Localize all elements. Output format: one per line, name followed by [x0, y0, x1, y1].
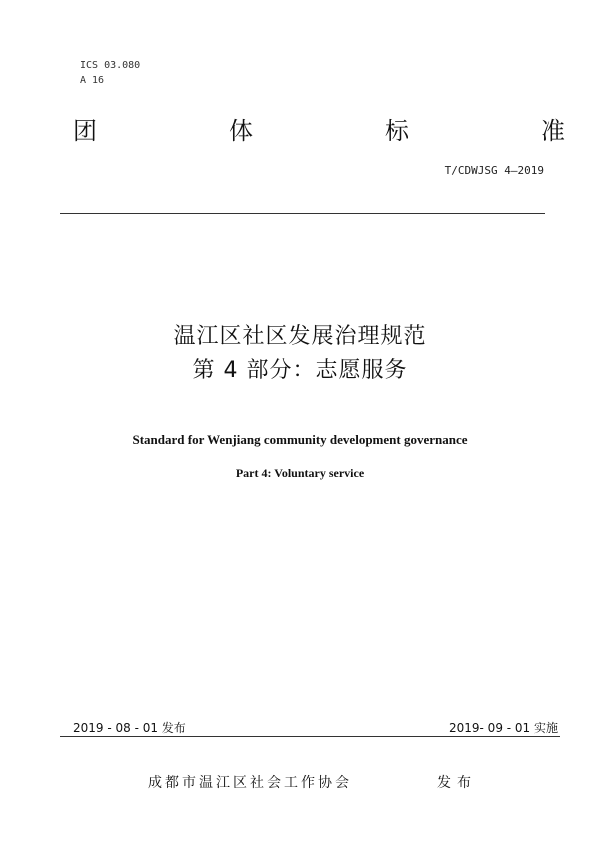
chinese-title-line-1: 温江区社区发展治理规范 [173, 324, 427, 349]
standard-code: T/CDWJSG 4—2019 [444, 164, 544, 177]
english-part-title: Part 4: Voluntary service [235, 466, 365, 480]
footer-divider [60, 736, 560, 737]
english-title: Standard for Wenjiang community development governance [132, 432, 468, 447]
standard-type-char: 准 [541, 117, 565, 145]
header-divider [60, 213, 545, 214]
ics-code: ICS 03.080 [80, 60, 141, 71]
issue-date: 2019 - 08 - 01 发布 [73, 721, 186, 735]
standard-type-heading [73, 116, 565, 146]
classification-codes [80, 58, 140, 88]
standard-type-char: 标 [385, 117, 409, 145]
publisher-name: 成都市温江区社会工作协会 [148, 775, 352, 791]
publish-label: 发布 [437, 775, 477, 791]
chinese-title [0, 320, 600, 388]
standard-type-char: 团 [73, 117, 97, 145]
ccs-code: A 16 [80, 75, 105, 86]
standard-type-char: 体 [229, 117, 253, 145]
chinese-title-line-2: 第 4 部分：志愿服务 [192, 358, 408, 383]
implementation-date: 2019- 09 - 01 实施 [449, 721, 558, 735]
